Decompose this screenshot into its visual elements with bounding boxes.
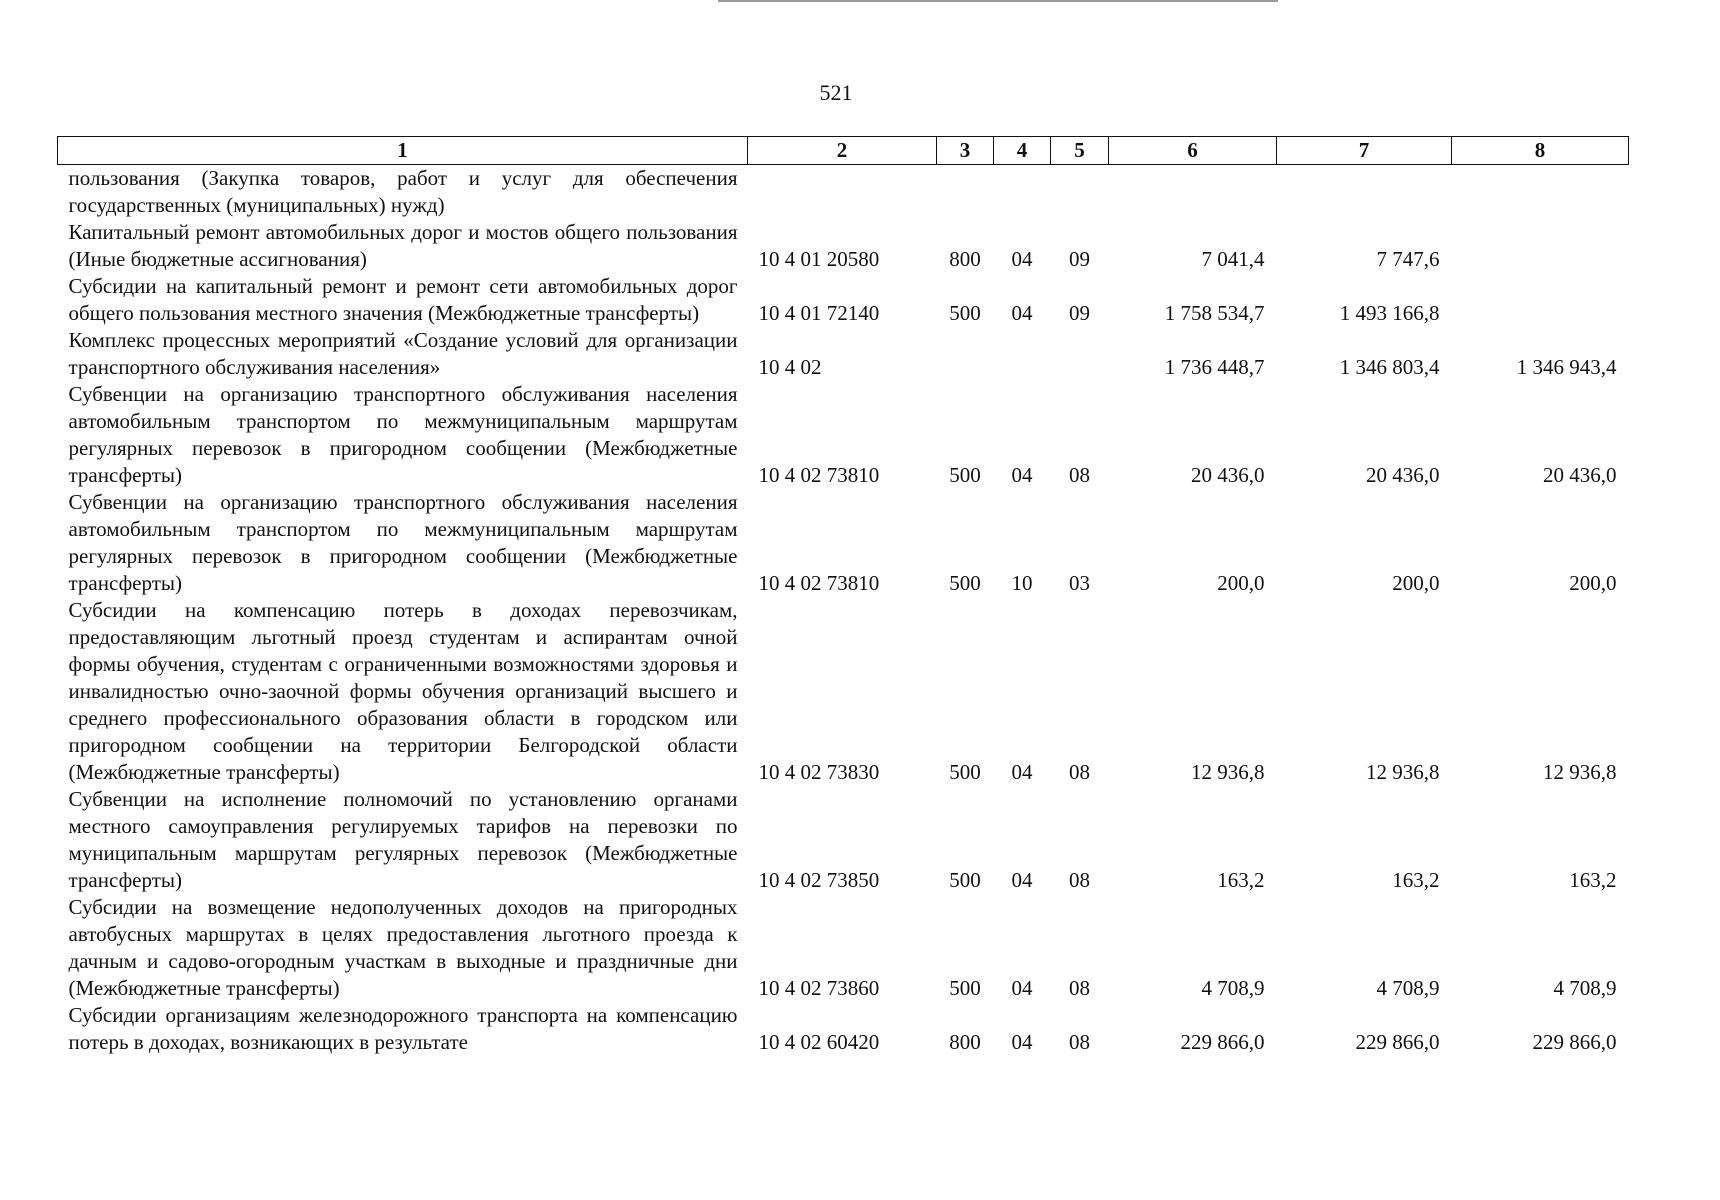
row-name: Субвенции на организацию транспортного обслуживания населения автомобильным транспортом по межмуниципальным маршрутам регулярных перевозок в пригородном сообщении (Межбюджетные трансферты) bbox=[68, 490, 738, 595]
row-name: Субсидии на компенсацию потерь в доходах перевозчикам, предоставляющим льготный проезд студентам и аспирантам очной формы обучения, студентам с ограниченными возможностями здоровья и инвалидностью очно-заочной формы обучения организаций высшего и среднего профессионального образования области в городском или пригородном сообщении на территории Белгородской области (Межбюджетные трансферты) bbox=[68, 598, 738, 784]
row-col-8: 200,0 bbox=[1569, 571, 1617, 595]
row-col-7: 229 866,0 bbox=[1355, 1030, 1440, 1054]
row-col-6: 229 866,0 bbox=[1180, 1030, 1265, 1054]
row-col-6: 163,2 bbox=[1217, 868, 1265, 892]
row-col-8: 12 936,8 bbox=[1543, 760, 1617, 784]
row-col-4: 04 bbox=[1011, 1030, 1033, 1054]
budget-table bbox=[57, 136, 1629, 1056]
row-name: Субсидии на капитальный ремонт и ремонт сети автомобильных дорог общего пользования местного значения (Межбюджетные трансферты) bbox=[68, 274, 738, 325]
row-col-3 bbox=[937, 165, 994, 220]
row-col-6: 1 758 534,7 bbox=[1164, 301, 1265, 325]
table-row bbox=[58, 273, 1629, 327]
row-col-7: 20 436,0 bbox=[1366, 463, 1440, 487]
scan-edge-line bbox=[718, 0, 1278, 2]
row-col-4: 04 bbox=[1011, 463, 1033, 487]
table-row bbox=[58, 165, 1629, 220]
table-row bbox=[58, 1002, 1629, 1056]
row-col-6: 12 936,8 bbox=[1191, 760, 1265, 784]
row-name: Субсидии на возмещение недополученных доходов на пригородных автобусных маршрутах в целях предоставления льготного проезда к дачным и садово-огородным участкам в выходные и праздничные дни (Межбюджетные трансферты) bbox=[68, 895, 738, 1000]
row-col-7: 12 936,8 bbox=[1366, 760, 1440, 784]
row-col-8 bbox=[1452, 219, 1629, 273]
row-col-7: 7 747,6 bbox=[1376, 247, 1440, 271]
row-col-8: 20 436,0 bbox=[1543, 463, 1617, 487]
row-col-7: 1 493 166,8 bbox=[1339, 301, 1440, 325]
row-name: пользования (Закупка товаров, работ и услуг для обеспечения государственных (муниципальных) нужд) bbox=[68, 166, 738, 217]
row-code: 10 4 02 73860 bbox=[758, 976, 880, 1000]
row-col-7: 4 708,9 bbox=[1376, 976, 1440, 1000]
row-col-8: 4 708,9 bbox=[1553, 976, 1617, 1000]
header-col-7: 7 bbox=[1277, 137, 1452, 165]
header-col-3: 3 bbox=[937, 137, 994, 165]
row-code: 10 4 02 60420 bbox=[758, 1030, 880, 1054]
header-col-1: 1 bbox=[58, 137, 748, 165]
row-name: Субвенции на организацию транспортного обслуживания населения автомобильным транспортом по межмуниципальным маршрутам регулярных перевозок в пригородном сообщении (Межбюджетные трансферты) bbox=[68, 382, 738, 487]
row-code: 10 4 02 73830 bbox=[758, 760, 880, 784]
row-col-4 bbox=[994, 165, 1051, 220]
row-col-4 bbox=[994, 327, 1051, 381]
row-code: 10 4 02 73810 bbox=[758, 463, 880, 487]
row-col-5: 08 bbox=[1069, 760, 1090, 784]
table-row bbox=[58, 381, 1629, 489]
header-col-2: 2 bbox=[748, 137, 937, 165]
row-col-5: 09 bbox=[1069, 247, 1090, 271]
header-col-4: 4 bbox=[994, 137, 1051, 165]
row-col-3: 500 bbox=[949, 760, 981, 784]
row-col-7: 1 346 803,4 bbox=[1339, 355, 1440, 379]
row-col-6: 200,0 bbox=[1217, 571, 1265, 595]
header-col-5: 5 bbox=[1051, 137, 1109, 165]
row-name: Субсидии организациям железнодорожного транспорта на компенсацию потерь в доходах, возникающих в результате bbox=[68, 1003, 738, 1054]
row-code: 10 4 02 73850 bbox=[758, 868, 880, 892]
row-code: 10 4 02 bbox=[758, 355, 822, 379]
row-col-5: 09 bbox=[1069, 301, 1090, 325]
row-col-8 bbox=[1452, 273, 1629, 327]
row-col-5 bbox=[1051, 165, 1109, 220]
row-col-5: 08 bbox=[1069, 1030, 1090, 1054]
row-col-3: 800 bbox=[949, 1030, 981, 1054]
row-code bbox=[748, 165, 937, 220]
row-code: 10 4 02 73810 bbox=[758, 571, 880, 595]
row-col-4: 04 bbox=[1011, 976, 1033, 1000]
row-col-5: 08 bbox=[1069, 463, 1090, 487]
table-row bbox=[58, 327, 1629, 381]
row-col-3: 500 bbox=[949, 868, 981, 892]
row-name: Капитальный ремонт автомобильных дорог и мостов общего пользования (Иные бюджетные ассигнования) bbox=[68, 220, 738, 271]
row-col-3: 800 bbox=[949, 247, 981, 271]
row-name: Субвенции на исполнение полномочий по установлению органами местного самоуправления регулируемых тарифов на перевозки по муниципальным маршрутам регулярных перевозок (Межбюджетные трансферты) bbox=[68, 787, 738, 892]
row-col-5: 08 bbox=[1069, 976, 1090, 1000]
page-number: 521 bbox=[819, 80, 853, 105]
row-col-8: 163,2 bbox=[1569, 868, 1617, 892]
table-row bbox=[58, 894, 1629, 1002]
row-col-4: 10 bbox=[1011, 571, 1033, 595]
row-col-3: 500 bbox=[949, 571, 981, 595]
row-col-6: 7 041,4 bbox=[1201, 247, 1265, 271]
row-col-6: 20 436,0 bbox=[1191, 463, 1265, 487]
row-col-8: 229 866,0 bbox=[1532, 1030, 1617, 1054]
row-col-4: 04 bbox=[1011, 760, 1033, 784]
header-col-6: 6 bbox=[1109, 137, 1277, 165]
row-col-4: 04 bbox=[1011, 247, 1033, 271]
row-col-4: 04 bbox=[1011, 301, 1033, 325]
row-col-6: 4 708,9 bbox=[1201, 976, 1265, 1000]
row-col-4: 04 bbox=[1011, 868, 1033, 892]
row-col-6: 1 736 448,7 bbox=[1164, 355, 1265, 379]
table-header-row bbox=[58, 137, 1629, 165]
row-col-3: 500 bbox=[949, 301, 981, 325]
row-col-7: 200,0 bbox=[1392, 571, 1440, 595]
row-col-6 bbox=[1109, 165, 1277, 220]
table-row bbox=[58, 597, 1629, 786]
row-col-3: 500 bbox=[949, 976, 981, 1000]
row-code: 10 4 01 20580 bbox=[758, 247, 880, 271]
row-col-5: 03 bbox=[1069, 571, 1090, 595]
row-col-5: 08 bbox=[1069, 868, 1090, 892]
row-col-8 bbox=[1452, 165, 1629, 220]
row-code: 10 4 01 72140 bbox=[758, 301, 880, 325]
table-row bbox=[58, 489, 1629, 597]
table-row bbox=[58, 219, 1629, 273]
header-col-8: 8 bbox=[1452, 137, 1629, 165]
table-row bbox=[58, 786, 1629, 894]
row-col-5 bbox=[1051, 327, 1109, 381]
row-col-7: 163,2 bbox=[1392, 868, 1440, 892]
row-col-7 bbox=[1277, 165, 1452, 220]
row-col-3 bbox=[937, 327, 994, 381]
row-col-8: 1 346 943,4 bbox=[1516, 355, 1617, 379]
row-name: Комплекс процессных мероприятий «Создание условий для организации транспортного обслуживания населения» bbox=[68, 328, 738, 379]
row-col-3: 500 bbox=[949, 463, 981, 487]
